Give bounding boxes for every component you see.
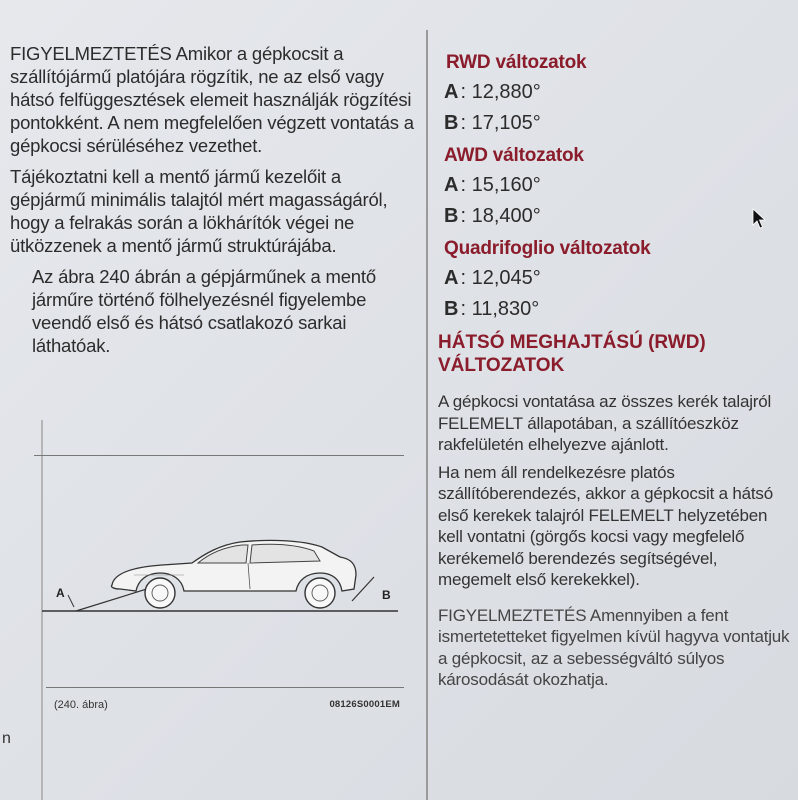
angle-label-b: B (382, 588, 391, 602)
column-divider (426, 30, 428, 800)
angle-label-a: A (56, 586, 65, 600)
awd-title: AWD változatok (444, 145, 584, 166)
figure-bottom-rule (46, 687, 404, 688)
warning-label: FIGYELMEZTETÉS (10, 43, 172, 64)
rwd-section-heading: HÁTSÓ MEGHAJTÁSÚ (RWD) VÁLTOZATOK (438, 332, 706, 376)
info-paragraph: Tájékoztatni kell a mentő jármű kezelőit a gépjármű minimális talajtól mért magasságáról, hogy a felrakás során a lökhárítók végei ne ütközzenek a mentő jármű struktúrájába. (10, 166, 388, 256)
warning-text: Amikor a gépkocsit a szállítójármű platójára rögzítik, ne az első vagy hátsó felfüggesztések elemeit használják rögzítési pontokként. A nem megfelelően végzett vontatás a gépkocsi sérüléséhez vezethet. (10, 43, 414, 156)
awd-angle-b: B : 18,400° (444, 205, 541, 227)
warning-paragraph-2 (438, 605, 793, 691)
towing-paragraph-2: Ha nem áll rendelkezésre platós szállítóberendezés, akkor a gépkocsit a hátsó első kerekek talajról FELEMELT helyzetében kell vontatni (görgős kocsi vagy megfelelő kerékemelő berendezés segítségével, megemelt első kerekekkel). (438, 462, 773, 589)
figure-reference-paragraph: Az ábra 240 ábrán a gépjárműnek a mentő járműre történő fölhelyezésnél figyelembe veendő első és hátsó csatlakozó sarkai láthatóak. (32, 266, 376, 356)
towing-paragraph-1: A gépkocsi vontatása az összes kerék talajról FELEMELT állapotában, a szállítóeszköz rakfelületén elhelyezve ajánlott. (438, 392, 772, 454)
warning-paragraph-1 (10, 42, 420, 157)
rwd-title: RWD változatok (446, 52, 587, 73)
edge-text-fragment: n (2, 730, 11, 747)
quadrifoglio-title: Quadrifoglio változatok (444, 238, 651, 259)
rwd-angle-a: A : 12,880° (444, 81, 541, 103)
car-angle-figure (34, 455, 406, 720)
car-side-illustration (34, 525, 406, 675)
awd-angles (438, 145, 793, 228)
warning-text-2: Amennyiben a fent ismertetetteket figyelmen kívül hagyva vontatjuk a gépkocsit, az a sebességváltó súlyos károsodását okozhatja. (438, 605, 790, 689)
quadrifoglio-angles (438, 238, 793, 321)
awd-angle-a: A : 15,160° (444, 174, 541, 196)
quadrifoglio-angle-b: B : 11,830° (444, 298, 540, 320)
right-column (438, 52, 793, 697)
quadrifoglio-angle-a: A : 12,045° (444, 267, 541, 289)
warning-label-2: FIGYELMEZTETÉS (438, 605, 587, 625)
figure-top-rule (34, 455, 404, 456)
figure-code: 08126S0001EM (329, 699, 400, 710)
left-column (10, 42, 420, 365)
figure-caption: (240. ábra) (54, 699, 108, 711)
rwd-angles (438, 52, 793, 135)
arrow-cursor-icon (752, 208, 766, 235)
rwd-angle-b: B : 17,105° (444, 112, 541, 134)
